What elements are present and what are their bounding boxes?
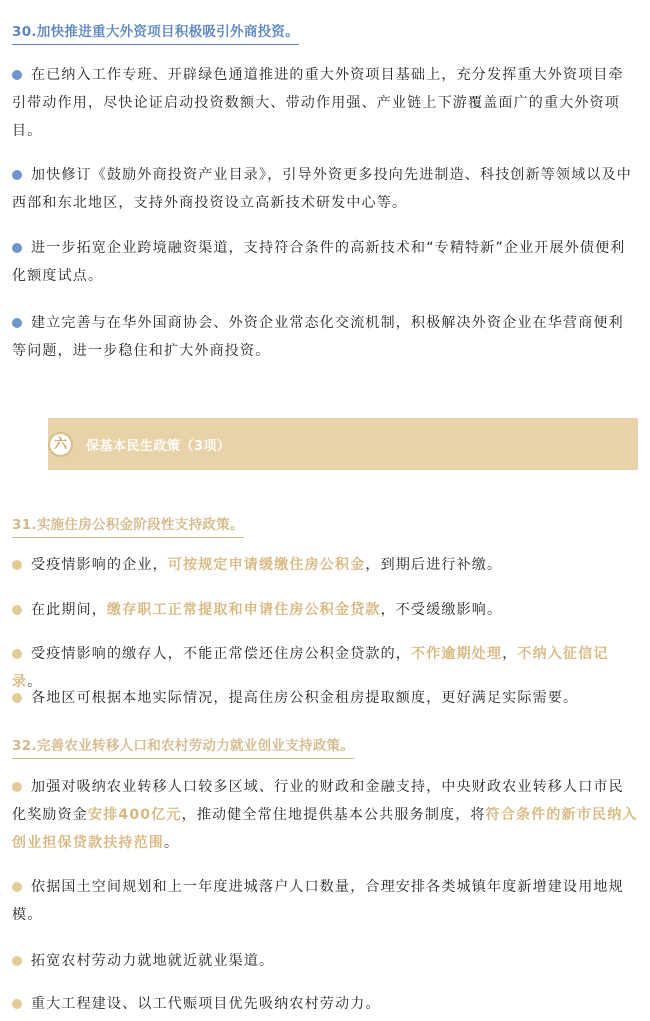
bullet-dot-icon bbox=[12, 999, 22, 1009]
section-32-bullet-4: 重大工程建设、以工代赈项目优先吸纳农村劳动力。 bbox=[12, 990, 638, 1018]
bullet-dot-icon bbox=[12, 956, 22, 966]
bullet-dot-icon bbox=[12, 243, 22, 253]
section-31-heading: 31.实施住房公积金阶段性支持政策。 bbox=[12, 513, 244, 538]
section-30-bullet-4: 建立完善与在华外国商协会、外资企业常态化交流机制，积极解决外资企业在华营商便利等问题，进一步稳住和扩大外商投资。 bbox=[12, 315, 624, 359]
section-32-bullet-1: 加强对吸纳农业转移人口较多区域、行业的财政和金融支持，中央财政农业转移人口市民化奖励资金安排400亿元，推动健全常住地提供基本公共服务制度，将符合条件的新市民纳入创业担保贷款扶持范围。 bbox=[12, 779, 638, 851]
bullet-dot-icon bbox=[12, 882, 22, 892]
bullet-dot-icon bbox=[12, 649, 22, 659]
section-six-badge: 六 bbox=[48, 432, 73, 457]
section-30-bullet-3: 进一步拓宽企业跨境融资渠道，支持符合条件的高新技术和“专精特新”企业开展外债便利化额度试点。 bbox=[12, 240, 626, 284]
section-30-bullet-1: 在已纳入工作专班、开辟绿色通道推进的重大外资项目基础上，充分发挥重大外资项目牵引带动作用，尽快论证启动投资数额大、带动作用强、产业链上下游覆盖面广的重大外资项目。 bbox=[12, 67, 624, 139]
section-six-title: 保基本民生政策（3项） bbox=[86, 439, 231, 454]
bullet-dot-icon bbox=[12, 693, 22, 703]
section-30-bullet-2: 加快修订《鼓励外商投资产业目录》，引导外资更多投向先进制造、科技创新等领域以及中西部和东北地区，支持外商投资设立高新技术研发中心等。 bbox=[12, 167, 632, 211]
bullet-dot-icon bbox=[12, 782, 22, 792]
bullet-dot-icon bbox=[12, 605, 22, 615]
bullet-dot-icon bbox=[12, 318, 22, 328]
section-31-bullet-4: 各地区可根据本地实际情况，提高住房公积金租房提取额度，更好满足实际需要。 bbox=[12, 684, 638, 712]
section-31-bullet-1: 受疫情影响的企业，可按规定申请缓缴住房公积金，到期后进行补缴。 bbox=[12, 551, 638, 579]
section-31-bullet-2: 在此期间，缴存职工正常提取和申请住房公积金贷款，不受缓缴影响。 bbox=[12, 596, 638, 624]
section-30-heading: 30.加快推进重大外资项目积极吸引外商投资。 bbox=[12, 20, 299, 45]
section-32-bullet-3: 拓宽农村劳动力就地就近就业渠道。 bbox=[12, 947, 638, 975]
section-32-heading: 32.完善农业转移人口和农村劳动力就业创业支持政策。 bbox=[12, 734, 354, 759]
bullet-dot-icon bbox=[12, 70, 22, 80]
bullet-dot-icon bbox=[12, 560, 22, 570]
bullet-dot-icon bbox=[12, 170, 22, 180]
section-31-bullet-3: 受疫情影响的缴存人，不能正常偿还住房公积金贷款的，不作逾期处理，不纳入征信记录。 bbox=[12, 646, 609, 690]
section-32-bullet-2: 依据国土空间规划和上一年度进城落户人口数量，合理安排各类城镇年度新增建设用地规模。 bbox=[12, 879, 624, 923]
